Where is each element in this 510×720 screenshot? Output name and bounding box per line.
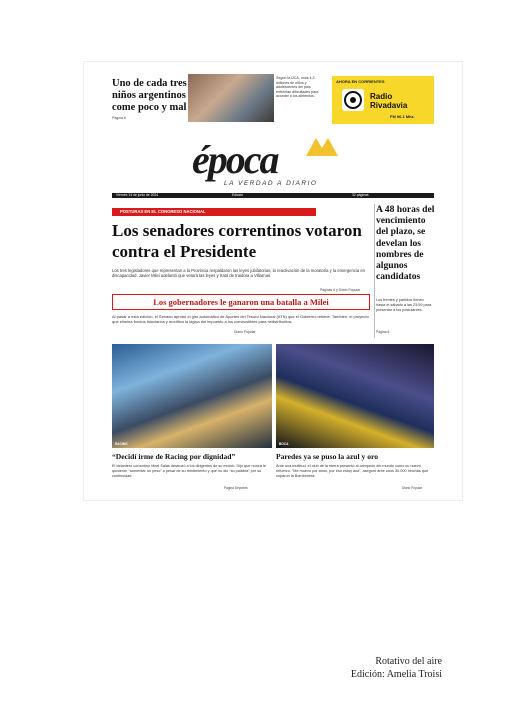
pages-text: 32 páginas — [352, 193, 369, 197]
edition-text: Edición — [232, 193, 244, 197]
footer-line-1: Rotativo del aire — [375, 656, 442, 667]
top-story-photo — [188, 74, 274, 122]
box-story-page: Diario Popular — [234, 330, 256, 334]
ad-label: AHORA EN CORRIENTES — [336, 79, 385, 84]
footer-line-2: Edición: Amelia Troisi — [350, 669, 442, 680]
radio-ad — [332, 76, 434, 124]
bottom-left-text: El delantero correntino Maxi Salas destrozó a los dirigentes de su exclub. Dijo que nunca le quisieron “aumentar un peso” a pesar de su rendimiento y que no dio “su palabra” por su continuidad. — [112, 464, 266, 478]
boca-tag: BOCA — [279, 442, 289, 446]
newspaper-front-page — [84, 62, 462, 500]
bottom-right-headline: Paredes ya se puso la azul y oro — [276, 452, 379, 461]
bottom-right-text: Ante una multitud, el club de la ribera presentó al campeón del mundo como su nuevo refuerzo. “Me muevo por amor, por eso estoy acá”, aseguró ante unos 30.000 hinchas que coparon la Bombonera. — [276, 464, 429, 478]
racing-tag: RACING — [115, 442, 128, 446]
date-text: Viernes 14 de junio de 2024 — [116, 193, 159, 197]
column-divider — [374, 204, 375, 338]
main-headline: Los senadores correntinos votaron contra el Presidente — [112, 221, 362, 261]
box-story-text: Al pasar a esta edición, el Senado aprobó el giro automático de Aportes del Tesoro Nacional (ATN) que el Gobierno retiene. También, el proyecto que elimina fondos fiduciarios y modifica la lógica del impuesto a los combustibles para redistribuirlos. — [112, 314, 369, 324]
logo-tagline: LA VERDAD A DIARIO — [224, 180, 318, 187]
ad-radio-name: Radio Rivadavia — [370, 92, 408, 110]
bottom-left-headline: “Decidí irme de Racing por dignidad” — [112, 452, 236, 461]
radio-logo-icon — [342, 89, 364, 111]
date-bar — [112, 193, 434, 198]
main-lede: Los tres legisladores que representan a la Provincia respaldaron las leyes jubilatorias, la reactivación de la moratoria y la emergencia en discapacidad. Javier Milei adelantó que vetará las leyes y trató de traidora a Villarruel. — [112, 268, 366, 279]
ad-frequency: FM 96.1 Mhz. — [390, 114, 415, 119]
bottom-right-page: Diario Popular — [402, 486, 423, 490]
top-story-blurb: Según la UCA, unos 4,3 millones de niños y adolescentes del país enfrentan dificultades para acceder a los alimentos. — [276, 76, 319, 99]
logo-mark-icon — [302, 136, 342, 167]
section-tag: POSTURAS EN EL CONGRESO NACIONAL — [112, 208, 316, 216]
boca-photo — [276, 344, 434, 448]
side-text: Los frentes y partidos tienen hasta el sábado a las 23:59 para presentar a los postulantes. — [376, 298, 432, 312]
side-page: Página 8 — [376, 330, 390, 334]
main-lede-page: Páginas 6 y Diario Popular — [320, 288, 361, 292]
side-headline: A 48 horas del vencimiento del plazo, se develan los nombres de algunos candidatos — [376, 204, 435, 283]
logo-text: época — [192, 137, 278, 182]
top-story-page: Página 6 — [112, 116, 126, 120]
newspaper-logo — [192, 137, 278, 182]
racing-photo — [112, 344, 272, 448]
bottom-left-page: Página Deportes — [224, 486, 248, 490]
box-story-headline: Los gobernadores le ganaron una batalla a Milei — [153, 297, 329, 307]
box-story — [112, 294, 370, 310]
top-story-headline: Uno de cada tres niños argentinos come poco y mal — [112, 78, 187, 113]
